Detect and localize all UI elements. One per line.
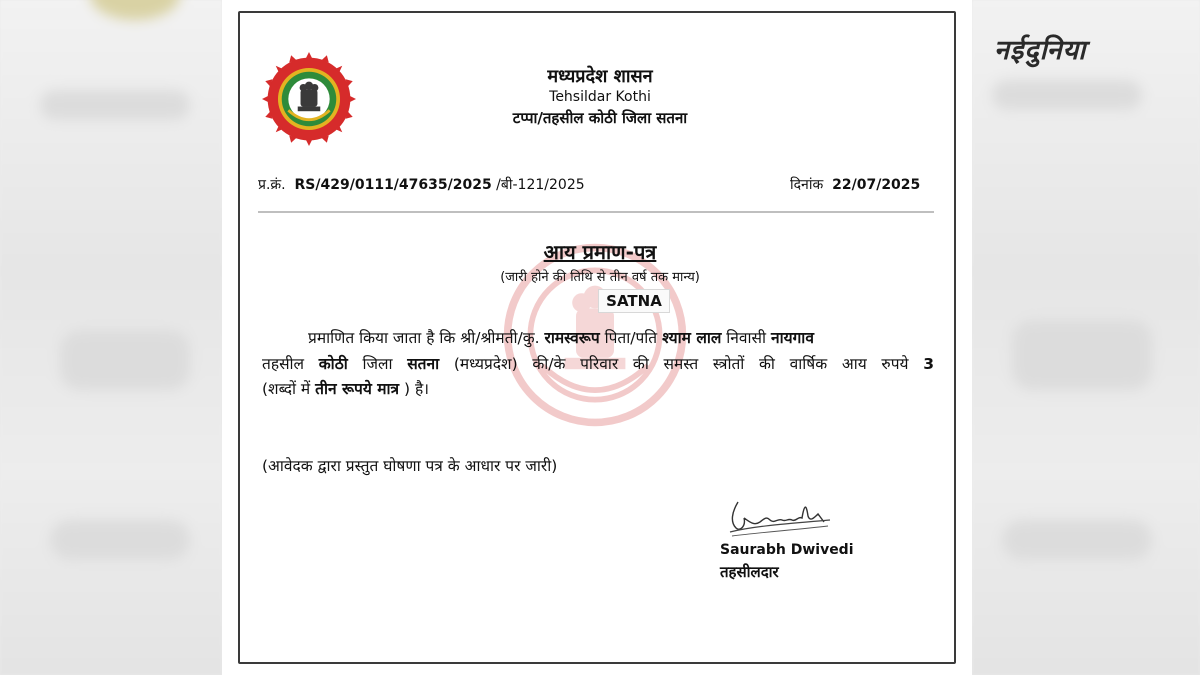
body-text: पिता/पति [599,329,663,347]
date-label: दिनांक [790,177,824,193]
reference-prefix: प्र.क्रं. [258,177,286,193]
issuance-basis-note: (आवेदक द्वारा प्रस्तुत घोषणा पत्र के आधार पर जारी) [262,457,558,475]
government-name: मध्यप्रदेश शासन [547,66,653,87]
certificate-title: आय प्रमाण-पत्र [543,240,657,264]
certificate-body-line-2 [262,352,934,374]
header-divider [258,211,934,213]
certificate-body-line-3 [262,377,429,399]
body-text: (मध्यप्रदेश) की/के परिवार की समस्त स्त्रोतों की वार्षिक आय रुपये [439,355,924,373]
naidunia-logo: नईदुनिया [994,35,1087,66]
body-text: प्रमाणित किया जाता है कि श्री/श्रीमती/कु. [308,329,545,347]
issue-date: 22/07/2025 [832,177,921,193]
issue-date-line [790,175,920,194]
blur-shape [40,90,190,120]
left-blurred-background [0,0,222,675]
district-name: सतना [407,355,440,373]
signatory-designation: तहसीलदार [720,563,779,581]
certificate-body-line-1 [308,326,814,348]
blur-shape [1002,520,1152,560]
body-text: निवासी [721,329,771,347]
blur-shape [50,520,190,560]
body-text: तहसील [262,355,319,373]
reference-number-line [258,175,585,194]
body-text: जिला [347,355,408,373]
income-in-words: तीन रूपये मात्र [315,380,400,398]
right-blurred-background [972,0,1200,675]
blur-shape [90,0,180,20]
applicant-name: रामस्वरूप [544,329,600,347]
jurisdiction: टप्पा/तहसील कोठी जिला सतना [512,109,688,127]
reference-suffix: /बी-121/2025 [496,177,585,193]
reference-number: RS/429/0111/47635/2025 [294,177,492,193]
body-text: (शब्दों में [262,380,316,398]
parent-name: श्याम लाल [662,329,722,347]
tehsil-name: कोठी [318,355,348,373]
blur-shape [992,80,1142,110]
body-text: ) है। [399,380,430,398]
office-name: Tehsildar Kothi [549,89,651,105]
blur-shape [60,330,190,390]
validity-note: (जारी होने की तिथि से तीन वर्ष तक मान्य) [500,270,700,285]
mp-government-emblem-icon [262,52,356,146]
signatory-name: Saurabh Dwivedi [720,542,854,558]
tehsildar-signature-icon [724,492,836,540]
income-amount: 3 [923,355,934,373]
satna-stamp: SATNA [598,289,670,313]
village-name: नायगाव [770,329,814,347]
blur-shape [1012,320,1152,390]
